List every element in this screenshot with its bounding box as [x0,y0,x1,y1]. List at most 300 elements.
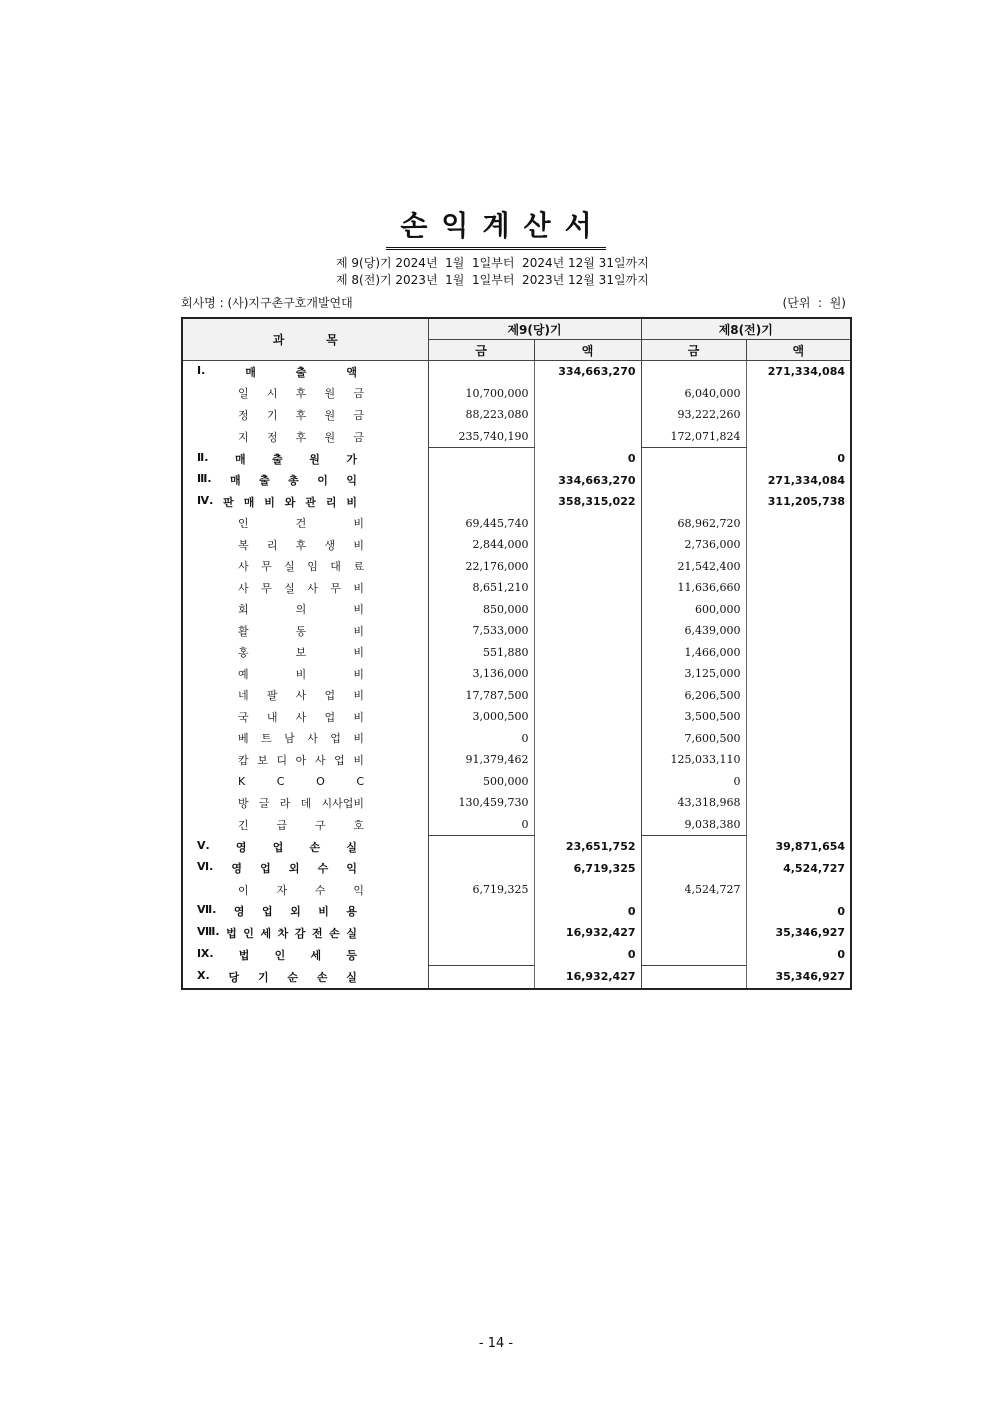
account-label-part: 비 [353,517,364,531]
account-label-part: 호 [353,818,364,832]
major-account-row [182,836,851,858]
account-label-part: 홍 [238,646,249,660]
account-label [197,925,357,941]
prior-total-amount: 39,871,654 [775,840,846,853]
account-label-part: 순 [287,970,299,984]
sub-account-row [182,426,851,448]
account-label-part: 리 [266,538,278,552]
sub-account-row [182,749,851,771]
major-account-row [182,470,851,492]
prior-period-line: 제 8(전)기 2023년 1월 1일부터 2023년 12월 31일까지 [336,273,649,287]
account-label-part: 실 [346,926,357,940]
prior-detail-amount [641,470,746,492]
current-detail-amount: 850,000 [428,599,534,621]
account-label [238,537,364,553]
account-label-part: Ⅶ. [197,903,217,917]
account-label-part: 외 [288,862,300,876]
major-account-row [182,491,851,513]
sub-account-row [182,663,851,685]
account-label-part: 캄 [238,753,249,767]
account-label [238,558,364,574]
sub-account-row [182,792,851,814]
account-label-part: 트 [261,732,272,746]
current-total-amount: 0 [534,944,641,966]
account-name-cell [182,599,428,621]
account-label-part: 원 [324,408,336,422]
account-label-part: 출 [272,452,283,466]
account-label-part: 출 [295,365,307,379]
account-label-part: 비 [353,753,364,767]
current-total-amount [534,534,641,556]
account-name-cell [182,749,428,771]
account-label-part: Ⅸ. [197,946,214,960]
current-total-amount [534,771,641,793]
current-total-amount: 358,315,022 [534,491,641,513]
account-name-cell [182,706,428,728]
statement-rows [182,361,851,989]
current-total-amount [534,879,641,901]
account-label-part: 라 [279,796,291,810]
account-label-part: 기 [266,408,278,422]
account-name-cell [182,383,428,405]
account-label-part: 비 [295,667,307,681]
account-label-part: 등 [346,948,357,962]
account-name-cell [182,792,428,814]
account-label-part: 매 [234,452,246,466]
account-label-part: 사 [238,581,249,595]
current-detail-amount: 130,459,730 [428,792,534,814]
account-name-cell [182,966,428,989]
account-label-part: 구 [314,818,326,832]
current-total-amount [534,706,641,728]
account-name-cell [182,491,428,513]
prior-detail-amount: 3,125,000 [641,663,746,685]
current-detail-amount [428,944,534,966]
account-label-part: 긴 [238,818,249,832]
account-label [238,644,364,660]
current-detail-amount: 88,223,080 [428,404,534,426]
sub-account-row [182,383,851,405]
sub-account-row [182,556,851,578]
account-label-part: 건 [295,517,307,531]
account-label-part: Ⅷ. [197,924,220,938]
account-label-part: 복 [238,538,249,552]
account-label-part: Ⅳ. [197,493,214,507]
account-label-part: 비 [353,538,364,552]
account-label [197,451,357,467]
account-label-part: K [238,774,246,788]
prior-total-amount [746,879,851,901]
account-header: 과 목 [182,318,428,361]
account-label-part: 후 [295,387,307,401]
prior-detail-amount [641,858,746,880]
account-label-part: 전 [311,926,323,940]
account-label-part: 비 [353,603,364,617]
prior-detail-amount: 600,000 [641,599,746,621]
current-detail-amount: 235,740,190 [428,426,534,448]
account-label-part: 세 [260,926,272,940]
prior-total-amount [746,685,851,707]
account-label-part: 용 [346,905,357,919]
sub-account-row [182,513,851,535]
account-name-cell [182,728,428,750]
account-label-part: 출 [259,474,270,488]
current-detail-amount: 551,880 [428,642,534,664]
prior-detail-amount [641,922,746,944]
current-detail-amount: 0 [428,728,534,750]
account-label-part: 료 [353,560,364,574]
current-total-amount [534,728,641,750]
account-name-cell [182,814,428,836]
current-total-amount [534,577,641,599]
account-label-part: 수 [317,862,329,876]
account-label-part: 인 [274,948,286,962]
account-label-part: 비 [318,905,329,919]
prior-detail-amount [641,448,746,470]
current-detail-amount: 3,000,500 [428,706,534,728]
prior-total-amount: 0 [837,904,846,918]
prior-total-amount: 271,334,084 [767,473,846,487]
current-detail-amount [428,836,534,858]
account-label-part: 급 [276,818,288,832]
current-detail-amount: 6,719,325 [428,879,534,901]
account-label-part: 정 [266,430,278,444]
account-label [238,601,364,617]
account-label-part: 무 [261,560,272,574]
account-label-part: 업 [272,840,284,854]
prior-total-amount [746,642,851,664]
prior-total-amount [746,771,851,793]
account-label-part: 팔 [266,689,278,703]
prior-detail-amount: 6,439,000 [641,620,746,642]
major-account-row [182,944,851,966]
account-name-cell [182,663,428,685]
account-label-part: 비 [353,581,364,595]
current-total-amount: 23,651,752 [534,836,641,858]
sub-account-row [182,599,851,621]
account-label-part: 방 [238,796,249,810]
account-label-part: 베 [238,732,249,746]
account-label-part: 비 [353,667,364,681]
account-label [238,882,364,898]
current-detail-amount [428,966,534,989]
account-label-part: 국 [238,710,249,724]
prior-total-amount [746,404,851,426]
account-label-part: 자 [276,883,288,897]
sub-account-row [182,685,851,707]
current-total-amount: 0 [534,448,641,470]
current-detail-amount [428,901,534,923]
account-label-part: 사 [295,710,307,724]
prior-total-amount [746,426,851,448]
current-detail-amount: 2,844,000 [428,534,534,556]
account-name-cell [182,513,428,535]
account-label [238,687,364,703]
prior-total-amount [746,620,851,642]
account-label-part: 대 [330,560,341,574]
account-label-part: C [356,774,364,788]
account-label-part: 업 [330,732,341,746]
current-detail-amount [428,858,534,880]
account-name-cell [182,771,428,793]
account-label-part: 법 [238,948,250,962]
account-label-part: 영 [231,862,243,876]
account-label-part: 무 [261,581,272,595]
account-label-part: 법 [226,926,237,940]
prior-detail-amount: 93,222,260 [641,404,746,426]
account-label-part: 보 [257,753,268,767]
current-total-amount: 334,663,270 [534,361,641,383]
current-detail-amount: 69,445,740 [428,513,534,535]
account-label-part: 감 [294,926,306,940]
prior-detail-amount [641,361,746,383]
account-label-part: 금 [353,387,364,401]
prior-total-amount: 311,205,738 [767,495,846,509]
account-label-part: Ⅴ. [197,838,210,852]
account-label-part: 사 [238,560,249,574]
account-label-part: 액 [346,365,357,379]
account-label-part: 시사업비 [321,796,364,810]
current-total-amount [534,599,641,621]
prior-detail-amount: 125,033,110 [641,749,746,771]
prior-total-amount: 271,334,084 [767,365,846,379]
account-label-part: Ⅹ. [197,968,210,982]
account-label-part: 무 [330,581,341,595]
account-label-part: 글 [258,796,270,810]
account-label-part: 업 [334,753,345,767]
account-label [238,580,364,596]
prior-total-amount [746,706,851,728]
prior-detail-amount: 6,040,000 [641,383,746,405]
prior-total-amount: 4,524,727 [783,861,846,875]
account-label-part: Ⅲ. [197,472,212,486]
account-name-cell [182,470,428,492]
prior-detail-amount: 4,524,727 [641,879,746,901]
current-total-amount [534,685,641,707]
prior-detail-amount: 2,736,000 [641,534,746,556]
sub-account-row [182,814,851,836]
prior-total-amount [746,577,851,599]
prior-detail-amount [641,944,746,966]
account-label-part: 사 [295,689,307,703]
current-detail-amount: 17,787,500 [428,685,534,707]
prior-detail-amount: 9,038,380 [641,814,746,836]
account-label-part: Ⅰ. [197,363,206,377]
account-name-cell [182,944,428,966]
sub-account-row [182,577,851,599]
account-name-cell [182,858,428,880]
current-total-amount: 16,932,427 [534,922,641,944]
account-label-part: 외 [290,905,301,919]
account-label-part: 실 [346,970,357,984]
income-statement-table [181,317,852,990]
account-label-part: 가 [346,452,357,466]
account-label-part: 비 [353,732,364,746]
prior-detail-amount [641,491,746,513]
current-total-amount: 334,663,270 [534,470,641,492]
account-label-part: 리 [325,495,337,509]
current-total-amount: 6,719,325 [534,858,641,880]
current-total-amount [534,642,641,664]
sub-account-row [182,404,851,426]
prior-detail-amount [641,966,746,989]
current-amount-right-header: 액 [534,340,641,361]
prior-detail-amount: 43,318,968 [641,792,746,814]
current-total-amount [534,814,641,836]
account-label-part: 실 [284,581,295,595]
account-label [238,407,364,423]
account-label [197,472,357,488]
account-label-part: 디 [276,753,288,767]
account-label-part: 내 [266,710,278,724]
account-label-part: 활 [238,624,249,638]
account-label-part: Ⅱ. [197,450,209,464]
account-label-part: 임 [307,560,318,574]
current-detail-amount: 7,533,000 [428,620,534,642]
current-detail-amount [428,448,534,470]
sub-account-row [182,620,851,642]
account-name-cell [182,404,428,426]
account-label-part: 업 [324,710,336,724]
prior-total-amount [746,728,851,750]
account-label [238,666,364,682]
account-label-part: 매 [243,495,255,509]
prior-total-amount [746,814,851,836]
prior-detail-amount: 3,500,500 [641,706,746,728]
current-total-amount [534,792,641,814]
account-label-part: 당 [228,970,240,984]
account-label [238,795,364,811]
account-name-cell [182,901,428,923]
major-account-row [182,966,851,989]
major-account-row [182,858,851,880]
account-label-part: 사 [307,581,318,595]
account-label [197,839,357,855]
account-label-part: 금 [353,408,364,422]
prior-detail-amount: 7,600,500 [641,728,746,750]
prior-detail-amount: 1,466,000 [641,642,746,664]
prior-detail-amount: 21,542,400 [641,556,746,578]
account-label [238,623,364,639]
prior-total-amount [746,556,851,578]
account-label-part: 총 [288,474,299,488]
account-label-part: 동 [295,624,307,638]
account-label-part: 정 [238,408,249,422]
prior-total-amount [746,383,851,405]
current-total-amount [534,749,641,771]
account-label [238,709,364,725]
account-label-part: 매 [230,474,241,488]
account-label-part: 익 [346,474,357,488]
account-label-part: 의 [295,603,307,617]
title-text: 손익계산서 [386,207,605,250]
account-label-part: 차 [277,926,289,940]
account-label [238,385,364,401]
account-label-part: 영 [233,905,245,919]
account-name-cell [182,879,428,901]
account-label-part: 익 [346,862,357,876]
account-label-part: 지 [238,430,249,444]
account-name-cell [182,426,428,448]
account-name-cell [182,448,428,470]
account-label-part: 수 [314,883,326,897]
account-label-part: 인 [238,517,249,531]
prior-period-header: 제8(전)기 [641,318,851,340]
account-label-part: Ⅵ. [197,860,214,874]
account-label-part: 시 [266,387,278,401]
account-label-part: 비 [353,689,364,703]
account-label-part: 사 [314,753,326,767]
account-label-part: 영 [235,840,247,854]
sub-account-row [182,534,851,556]
account-name-cell [182,577,428,599]
account-label-part: 손 [309,840,321,854]
account-label-part: 회 [238,603,249,617]
account-label-part: 판 [223,495,234,509]
account-label-part: 원 [309,452,320,466]
major-account-row [182,448,851,470]
account-name-cell [182,534,428,556]
account-label-part: 인 [243,926,254,940]
account-label-part: 원 [324,430,336,444]
account-label-part: 업 [324,689,336,703]
account-label-part: 아 [295,753,307,767]
prior-total-amount: 0 [837,948,846,961]
account-name-cell [182,836,428,858]
current-detail-amount: 500,000 [428,771,534,793]
unit-label: (단위 : 원) [782,296,846,310]
account-label [197,969,357,985]
major-account-row [182,361,851,383]
account-label [197,364,357,380]
current-detail-amount [428,491,534,513]
major-account-row [182,901,851,923]
account-label-part: 보 [295,646,307,660]
company-name: 회사명 : (사)지구촌구호개발연대 [181,296,353,310]
account-label-part: 비 [346,495,357,509]
account-label [197,903,357,919]
prior-detail-amount: 6,206,500 [641,685,746,707]
current-total-amount [534,663,641,685]
account-label-part: 후 [295,408,307,422]
account-label [238,752,364,768]
current-detail-amount [428,361,534,383]
account-label-part: 기 [257,970,269,984]
account-label-part: 관 [305,495,316,509]
sub-account-row [182,728,851,750]
current-total-amount [534,404,641,426]
account-label-part: 금 [353,430,364,444]
account-label-part: 생 [324,538,336,552]
current-detail-amount: 22,176,000 [428,556,534,578]
current-total-amount [534,620,641,642]
current-detail-amount: 10,700,000 [428,383,534,405]
account-name-cell [182,642,428,664]
account-label [197,494,357,510]
prior-detail-amount: 0 [641,771,746,793]
account-label [238,515,364,531]
prior-total-amount [746,792,851,814]
account-label-part: 후 [295,430,307,444]
prior-total-amount [746,663,851,685]
sub-account-row [182,642,851,664]
current-detail-amount [428,922,534,944]
account-label-part: 손 [329,926,340,940]
account-label-part: 일 [238,387,249,401]
account-label-part: 와 [284,495,296,509]
account-label-part: 원 [324,387,336,401]
current-total-amount [534,556,641,578]
